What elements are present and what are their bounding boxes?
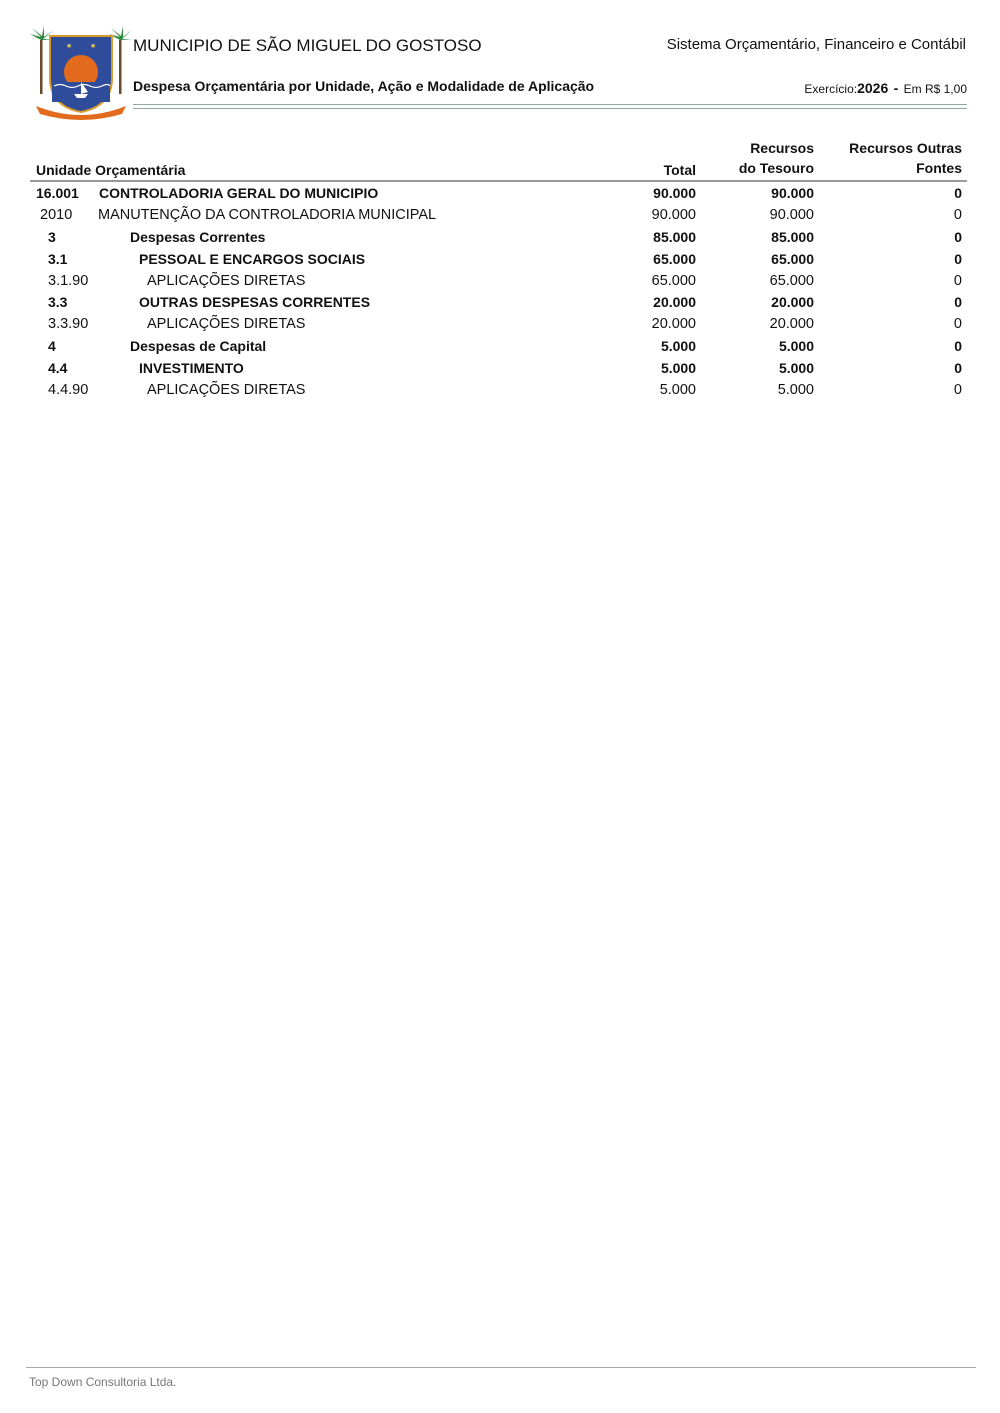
row-description: CONTROLADORIA GERAL DO MUNICIPIO bbox=[99, 185, 379, 201]
row-code: 2010 bbox=[40, 206, 73, 223]
row-total: 5.000 bbox=[660, 360, 696, 377]
row-tesouro: 20.000 bbox=[771, 294, 814, 311]
row-tesouro: 65.000 bbox=[769, 272, 814, 289]
row-description: APLICAÇÕES DIRETAS bbox=[147, 272, 306, 289]
column-header-tesouro bbox=[739, 138, 814, 178]
exercise-dash: - bbox=[893, 80, 899, 96]
row-code: 3 bbox=[48, 228, 56, 245]
column-header-tesouro-line2: do Tesouro bbox=[738, 160, 814, 176]
row-description: Despesas de Capital bbox=[130, 338, 267, 355]
row-total: 20.000 bbox=[651, 316, 696, 333]
row-outras: 0 bbox=[954, 360, 962, 377]
column-header-tesouro-line1: Recursos bbox=[750, 140, 814, 156]
row-description: APLICAÇÕES DIRETAS bbox=[147, 382, 306, 399]
row-outras: 0 bbox=[953, 206, 962, 223]
row-tesouro: 65.000 bbox=[771, 250, 814, 267]
row-code: 4 bbox=[48, 338, 56, 355]
row-code: 16.001 bbox=[36, 185, 79, 201]
column-header-total: Total bbox=[663, 162, 696, 178]
currency-unit: Em R$ 1,00 bbox=[903, 82, 967, 96]
row-outras: 0 bbox=[953, 272, 962, 289]
row-total: 65.000 bbox=[651, 272, 696, 289]
row-code: 3.1 bbox=[48, 250, 68, 267]
footer-company: Top Down Consultoria Ltda. bbox=[29, 1375, 177, 1389]
row-total: 5.000 bbox=[660, 338, 696, 355]
header-divider bbox=[133, 104, 967, 109]
row-description: MANUTENÇÃO DA CONTROLADORIA MUNICIPAL bbox=[98, 206, 437, 223]
row-code: 3.1.90 bbox=[48, 272, 89, 289]
row-tesouro: 5.000 bbox=[778, 360, 814, 377]
row-tesouro: 5.000 bbox=[778, 338, 814, 355]
table-row bbox=[0, 335, 1000, 357]
table-row bbox=[0, 270, 1000, 292]
row-total: 90.000 bbox=[651, 206, 696, 223]
row-code: 4.4 bbox=[48, 360, 68, 377]
row-description: INVESTIMENTO bbox=[139, 360, 244, 377]
row-outras: 0 bbox=[953, 382, 962, 399]
exercise-label: Exercício: bbox=[804, 82, 858, 96]
row-description: PESSOAL E ENCARGOS SOCIAIS bbox=[139, 250, 366, 267]
table-row bbox=[0, 226, 1000, 248]
row-tesouro: 20.000 bbox=[769, 316, 814, 333]
row-total: 20.000 bbox=[653, 294, 696, 311]
table-row bbox=[0, 204, 1000, 226]
row-code: 3.3 bbox=[48, 294, 68, 311]
column-header-outras bbox=[849, 138, 962, 178]
row-description: APLICAÇÕES DIRETAS bbox=[147, 316, 306, 333]
exercise-info bbox=[804, 80, 967, 96]
svg-text:★: ★ bbox=[90, 42, 97, 50]
row-tesouro: 90.000 bbox=[771, 185, 814, 201]
row-total: 90.000 bbox=[653, 185, 696, 201]
row-tesouro: 90.000 bbox=[769, 206, 814, 223]
table-row bbox=[0, 291, 1000, 313]
row-total: 65.000 bbox=[653, 250, 696, 267]
exercise-year: 2026 bbox=[857, 80, 889, 96]
row-outras: 0 bbox=[954, 185, 962, 201]
row-outras: 0 bbox=[953, 316, 962, 333]
footer-divider bbox=[26, 1367, 976, 1368]
table-row bbox=[0, 379, 1000, 401]
table-row bbox=[0, 313, 1000, 335]
municipality-name: MUNICIPIO DE SÃO MIGUEL DO GOSTOSO bbox=[133, 36, 482, 55]
column-header-outras-line1: Recursos Outras bbox=[849, 140, 962, 156]
system-name: Sistema Orçamentário, Financeiro e Contábil bbox=[666, 36, 966, 53]
row-code: 3.3.90 bbox=[48, 316, 89, 333]
row-total: 85.000 bbox=[653, 228, 696, 245]
column-header-outras-line2: Fontes bbox=[916, 160, 962, 176]
row-tesouro: 85.000 bbox=[771, 228, 814, 245]
row-description: OUTRAS DESPESAS CORRENTES bbox=[139, 294, 371, 311]
table-row bbox=[0, 182, 1000, 204]
row-description: Despesas Correntes bbox=[130, 228, 266, 245]
budget-table bbox=[0, 182, 1000, 401]
row-outras: 0 bbox=[954, 228, 962, 245]
svg-text:★: ★ bbox=[66, 42, 73, 50]
report-title: Despesa Orçamentária por Unidade, Ação e Modalidade de Aplicação bbox=[133, 78, 595, 94]
column-header-unit: Unidade Orçamentária bbox=[36, 162, 186, 178]
row-outras: 0 bbox=[954, 250, 962, 267]
table-row bbox=[0, 357, 1000, 379]
municipal-coat-of-arms bbox=[30, 26, 132, 120]
table-row bbox=[0, 248, 1000, 270]
row-tesouro: 5.000 bbox=[777, 382, 814, 399]
row-outras: 0 bbox=[954, 338, 962, 355]
row-total: 5.000 bbox=[659, 382, 696, 399]
row-outras: 0 bbox=[954, 294, 962, 311]
row-code: 4.4.90 bbox=[48, 382, 89, 399]
